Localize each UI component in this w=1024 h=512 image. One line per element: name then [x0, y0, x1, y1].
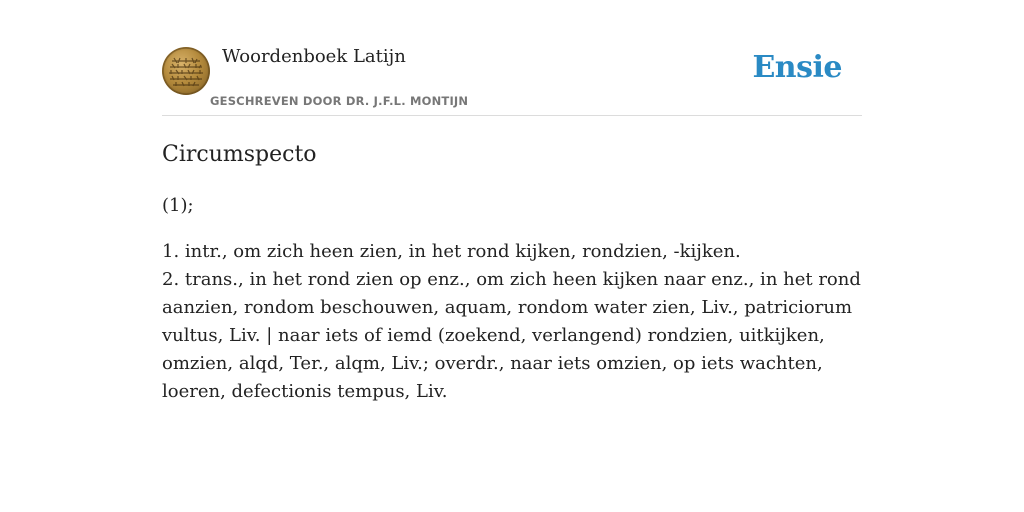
entry-card [162, 40, 862, 406]
definition-item: 2. trans., in het rond zien op enz., om zich heen kijken naar enz., in het rond aanzien, rondom beschouwen, aquam, rondom water zien, Liv., patriciorum vultus, Liv. | naar iets of iemd (zoekend, verlangend) rondzien, uitkijken, omzien, alqd, Ter., alqm, Liv.; overdr., naar iets omzien, op iets wachten, loeren, defectionis tempus, Liv. [162, 269, 861, 402]
author-byline: GESCHREVEN DOOR DR. J.F.L. MONTIJN [210, 94, 469, 108]
latin-inscription-coin-icon[interactable] [162, 47, 210, 95]
book-title[interactable]: Woordenboek Latijn [222, 46, 406, 67]
brand-logo[interactable]: Ensie [752, 50, 842, 85]
entry-grammar: (1); [162, 195, 194, 216]
entry-definitions [162, 238, 862, 406]
definition-item: 1. intr., om zich heen zien, in het rond kijken, rondzien, -kijken. [162, 241, 741, 262]
entry-title: Circumspecto [162, 142, 317, 167]
page-header [162, 40, 862, 116]
